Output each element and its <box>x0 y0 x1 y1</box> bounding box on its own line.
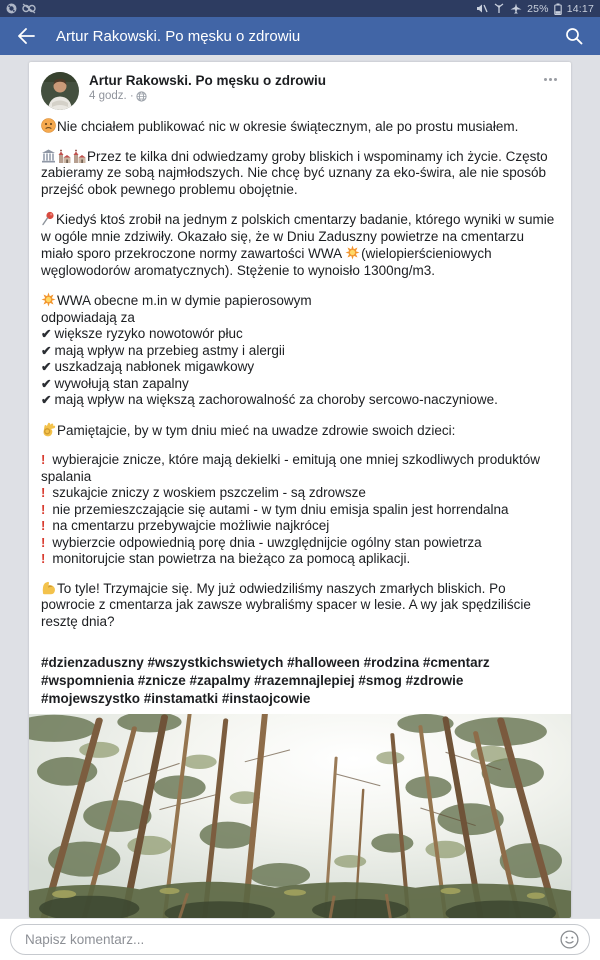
back-icon[interactable] <box>14 24 38 48</box>
comment-input[interactable] <box>23 931 560 948</box>
exclamation-icon: ! <box>41 501 46 517</box>
exclamation-icon: ! <box>41 452 46 467</box>
collision-burst-icon <box>41 292 56 307</box>
post-paragraph-study: Kiedyś ktoś zrobił na jednym z polskich cmentarzy badanie, którego wyniki w sumie w ogóle mnie zdziwiły. Okazało się, że w Dniu Zaduszny powietrze na cmentarzu miało sporo przekroczone normy zawartości WWA (wielopierścieniowych węglowodorów aromatycznych). Stężenie to wynoisło 1300ng/m3. <box>41 212 555 278</box>
check-mark-icon: ✔ <box>41 343 52 358</box>
battery-percent: 25% <box>527 2 549 15</box>
post-card <box>29 62 571 918</box>
app-header <box>0 17 600 55</box>
check-mark-icon: ✔ <box>41 360 52 374</box>
confused-face-icon <box>41 118 56 133</box>
church-icon <box>57 149 71 163</box>
airplane-mode-icon <box>510 3 522 14</box>
flexed-biceps-icon <box>41 581 56 595</box>
comment-composer <box>0 918 600 960</box>
exclamation-icon: ! <box>41 534 46 550</box>
collision-burst-icon <box>345 245 360 260</box>
post-timestamp: 4 godz. · <box>89 90 134 102</box>
church-icon <box>72 149 86 163</box>
post-hashtags[interactable]: #dzienzaduszny #wszystkichswietych #halloween #rodzina #cmentarz #wspomnienia #znicze #zapalmy #razemnajlepiej #smog #zdrowie #mojewszystko #instamatki #instaojcowie <box>41 655 490 706</box>
check-mark-icon: ✔ <box>41 327 52 341</box>
exclamation-icon: ! <box>41 518 46 533</box>
search-icon[interactable] <box>562 24 586 48</box>
post-paragraph-outro: To tyle! Trzymajcie się. My już odwiedziliśmy naszych zmarłych bliskich. Po powrocie z cmentarza jak zawsze wybraliśmy spacer w lesie. A wy jak spędziliście resztę dnia? <box>41 580 531 629</box>
post-paragraph-visit: Przez te kilka dni odwiedzamy groby bliskich i wspominamy ich życie. Często zabieramy ze sobą najmłodszych. Nie chcę być uznany za eko-świra, ale nie sposób przejść obok pewnego problemu obojętnie. <box>41 148 548 197</box>
classical-building-icon <box>41 149 56 163</box>
more-options-icon[interactable] <box>540 72 561 87</box>
clock: 14:17 <box>566 2 594 15</box>
emoji-smiley-icon[interactable] <box>560 930 579 949</box>
pushpin-icon <box>41 211 55 226</box>
comment-input-pill[interactable] <box>10 924 590 955</box>
signal-icon <box>493 3 505 14</box>
check-mark-icon: ✔ <box>41 393 52 407</box>
ok-hand-icon <box>41 422 56 437</box>
post-photo[interactable] <box>29 714 571 918</box>
post-header <box>29 62 571 116</box>
forest-photo-graphic <box>29 714 571 918</box>
post-paragraph-wwa: WWA obecne m.in w dymie papierosowym odpowiadają za ✔ większe ryzyko nowotowór płuc ✔ mają wpływ na przebieg astmy i alergii ✔ uszkadzają nabłonek migawkowy ✔ wywołują stan zapalny ✔ mają wpływ na większą zachorowalność za choroby sercowo-naczyniowe. <box>41 293 498 407</box>
avatar[interactable] <box>41 72 79 110</box>
app-badge-icon <box>6 3 17 14</box>
battery-icon <box>554 3 562 15</box>
data-saver-icon <box>22 3 36 14</box>
post-paragraph-intro: Nie chciałem publikować nic w okresie świątecznym, ale po prostu musiałem. <box>41 118 559 136</box>
page-title: Artur Rakowski. Po męsku o zdrowiu <box>56 27 301 45</box>
post-body <box>29 116 571 714</box>
post-author[interactable]: Artur Rakowski. Po męsku o zdrowiu <box>89 73 327 88</box>
status-bar <box>0 0 600 17</box>
globe-privacy-icon <box>136 91 147 102</box>
check-mark-icon: ✔ <box>41 376 52 391</box>
exclamation-icon: ! <box>41 485 46 500</box>
post-paragraph-advice: ! wybierajcie znicze, które mają dekielki - emitują one mniej szkodliwych produktów spalania ! szukajcie zniczy z woskiem pszczelim - są zdrowsze ! nie przemieszczającie się autami - w tym dniu emisja spalin jest horrendalna ! na cmentarzu przebywajcie możliwie najkrócej ! wybierzcie odpowiednią porę dnia - uwzględnijcie ogólny stan powietrza ! monitorujcie stan powietrza na bieżąco za pomocą aplikacji. <box>41 452 541 566</box>
exclamation-icon: ! <box>41 551 46 566</box>
post-paragraph-remember: Pamiętajcie, by w tym dniu mieć na uwadze zdrowie swoich dzieci: <box>41 422 559 440</box>
mute-icon <box>476 3 488 14</box>
